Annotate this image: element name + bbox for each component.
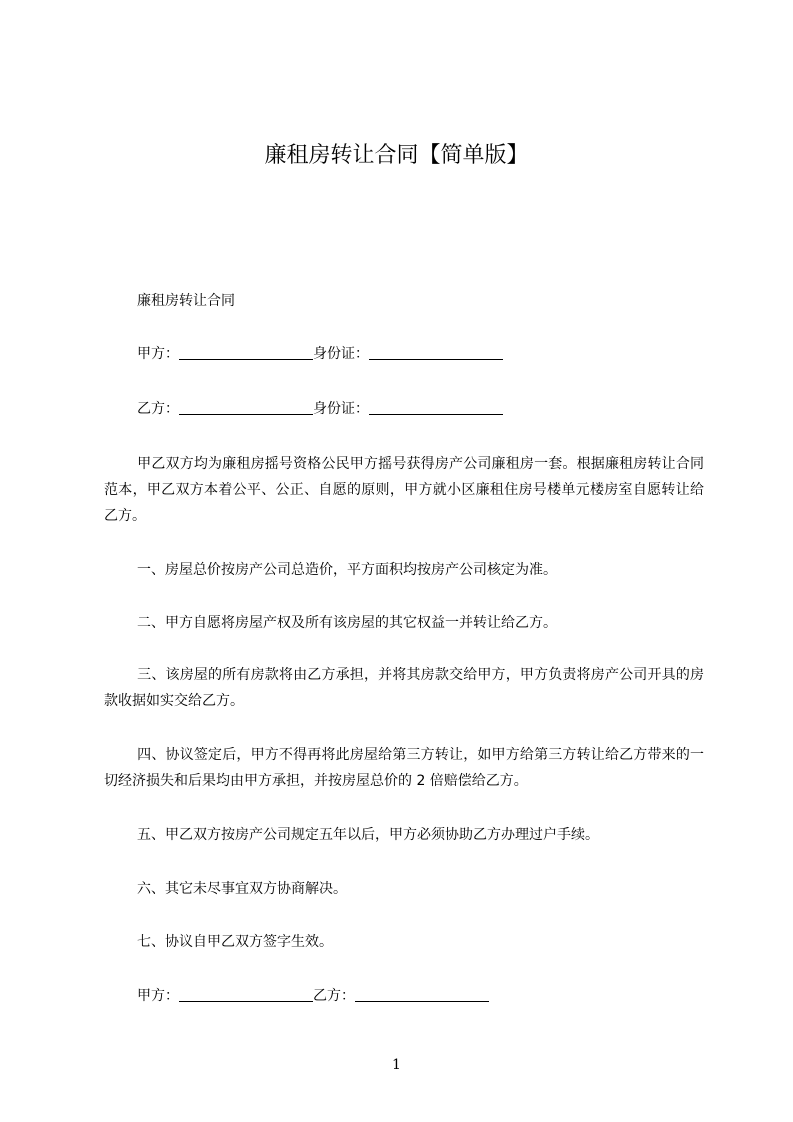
party-a-line xyxy=(104,341,704,367)
document-title: 廉租房转让合同【简单版】 xyxy=(264,143,529,168)
clause-5 xyxy=(104,822,704,848)
clause-6 xyxy=(104,876,704,902)
intro-text: 甲乙双方均为廉租房摇号资格公民甲方摇号获得房产公司廉租房一套。根据廉租房转让合同范本，甲乙双方本着公平、公正、自愿的原则，甲方就小区廉租住房号楼单元楼房室自愿转让给乙方。 xyxy=(104,456,704,524)
party-a-id-blank[interactable] xyxy=(369,345,503,360)
clause-7 xyxy=(104,929,704,955)
subtitle-text: 廉租房转让合同 xyxy=(137,293,235,309)
signature-a-label: 甲方： xyxy=(137,988,179,1004)
intro-paragraph xyxy=(104,451,704,529)
signature-a-blank[interactable] xyxy=(179,987,313,1002)
clause-4-text: 四、协议签定后，甲方不得再将此房屋给第三方转让，如甲方给第三方转让给乙方带来的一切经济损失和后果均由甲方承担，并按房屋总价的 2 倍赔偿给乙方。 xyxy=(104,747,704,789)
clause-6-text: 六、其它未尽事宜双方协商解决。 xyxy=(137,881,347,897)
party-a-label: 甲方： xyxy=(137,346,179,362)
party-a-name-blank[interactable] xyxy=(179,345,313,360)
signature-line xyxy=(104,983,704,1009)
clause-2 xyxy=(104,610,704,636)
party-b-line xyxy=(104,396,704,422)
party-b-name-blank[interactable] xyxy=(179,400,313,415)
clause-1-text: 一、房屋总价按房产公司总造价，平方面积均按房产公司核定为准。 xyxy=(137,562,557,578)
signature-b-blank[interactable] xyxy=(355,987,489,1002)
clause-3-text: 三、该房屋的所有房款将由乙方承担，并将其房款交给甲方，甲方负责将房产公司开具的房款收据如实交给乙方。 xyxy=(104,667,704,709)
party-a-id-label: 身份证： xyxy=(313,346,369,362)
party-b-label: 乙方： xyxy=(137,401,179,417)
clause-4 xyxy=(104,742,704,794)
party-b-id-label: 身份证： xyxy=(313,401,369,417)
signature-b-label: 乙方： xyxy=(313,988,355,1004)
clause-1 xyxy=(104,557,704,583)
clause-2-text: 二、甲方自愿将房屋产权及所有该房屋的其它权益一并转让给乙方。 xyxy=(137,615,557,631)
clause-7-text: 七、协议自甲乙双方签字生效。 xyxy=(137,934,333,950)
party-b-id-blank[interactable] xyxy=(369,400,503,415)
clause-5-text: 五、甲乙双方按房产公司规定五年以后，甲方必须协助乙方办理过户手续。 xyxy=(137,827,599,843)
page-number: 1 xyxy=(392,1057,401,1073)
clause-3 xyxy=(104,662,704,714)
contract-subtitle xyxy=(104,288,704,314)
